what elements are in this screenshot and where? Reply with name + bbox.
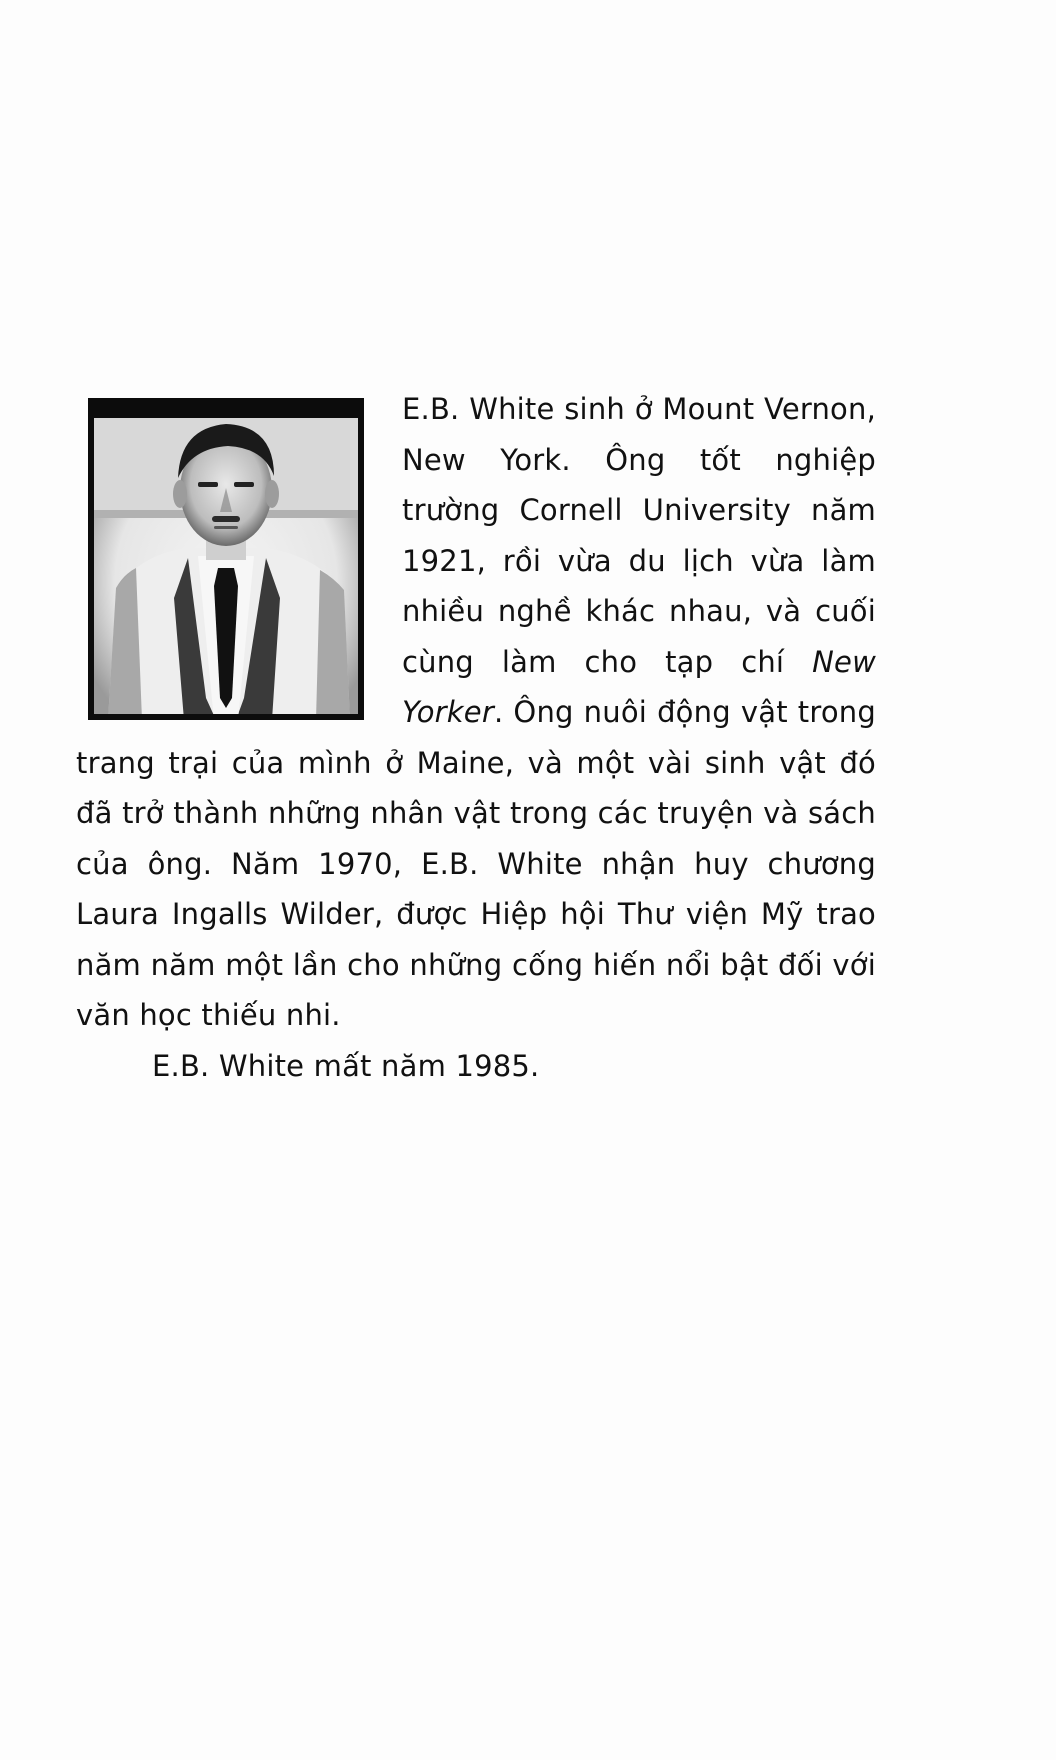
death-paragraph: E.B. White mất năm 1985. [152, 1048, 540, 1083]
author-bio [76, 384, 876, 1091]
magazine-name: New Yorker [402, 644, 876, 729]
bio-text-part1: E.B. White sinh ở Mount Vernon, New York. Ông tốt nghiệp trường Cornell University năm 1921, rồi vừa du lịch vừa làm nhiều nghề khác nhau, và cuối cùng làm cho tạp chí [402, 392, 876, 679]
portrait-image [88, 398, 364, 720]
bio-text-part2: . Ông nuôi động vật trong trang trại của mình ở Maine, và một vài sinh vật đó đã trở thành những nhân vật trong các truyện và sách của ông. Năm 1970, E.B. White nhận huy chương Laura Ingalls Wilder, được Hiệp hội Thư viện Mỹ trao năm năm một lần cho những cống hiến nổi bật đối với văn học thiếu nhi. [76, 695, 876, 1032]
author-portrait [88, 398, 364, 720]
